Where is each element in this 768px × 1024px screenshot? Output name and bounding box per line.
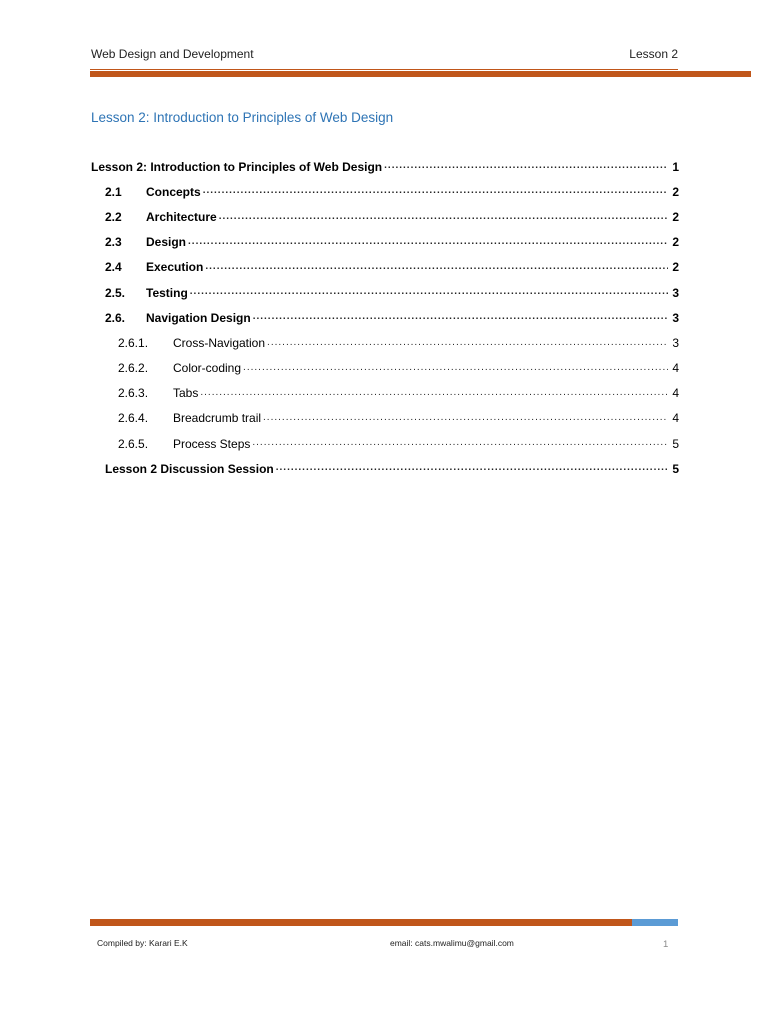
toc-subentry[interactable] (91, 330, 679, 355)
toc-entry[interactable] (91, 280, 679, 305)
toc-entry-number: 2.2 (105, 209, 122, 224)
toc-entry-page: 1 (672, 159, 679, 174)
toc-dot-leader (252, 438, 668, 456)
toc-subentry[interactable] (91, 431, 679, 456)
header-course-title: Web Design and Development (91, 47, 254, 61)
toc-entry-text: Tabs (173, 386, 199, 401)
header-rule-thick (90, 71, 751, 77)
toc-entry-page: 2 (672, 184, 679, 199)
header-rule-thin (90, 69, 678, 70)
toc-entry-number: 2.3 (105, 235, 122, 250)
toc-entry[interactable] (91, 154, 679, 179)
toc-entry-page: 4 (672, 361, 679, 376)
footer-rule-blue (632, 919, 678, 926)
toc-dot-leader (243, 363, 668, 381)
toc-entry-page: 4 (672, 386, 679, 401)
header-lesson-label: Lesson 2 (629, 47, 678, 61)
toc-entry-page: 4 (672, 411, 679, 426)
toc-entry-text: Lesson 2 Discussion Session (105, 461, 274, 476)
toc-entry-number: 2.6.1. (118, 335, 149, 350)
toc-dot-leader (203, 186, 668, 204)
toc-entry-text: Breadcrumb trail (173, 411, 262, 426)
toc-entry-page: 3 (672, 285, 679, 300)
toc-entry-number: 2.6.2. (118, 361, 149, 376)
toc-dot-leader (384, 161, 668, 179)
toc-entry-text: Design (146, 235, 187, 250)
footer-page-number: 1 (663, 939, 669, 950)
toc-entry[interactable] (91, 255, 679, 280)
toc-entry-number: 2.4 (105, 260, 122, 275)
toc-entry-text: Testing (146, 285, 188, 300)
toc-entry-text: Architecture (146, 209, 217, 224)
toc-entry[interactable] (91, 179, 679, 204)
footer-rule-orange (90, 919, 632, 926)
footer-compiled-by: Compiled by: Karari E.K (97, 938, 188, 948)
toc-subentry[interactable] (91, 406, 679, 431)
toc-entry-text: Concepts (146, 184, 201, 199)
toc-dot-leader (200, 388, 668, 406)
toc-entry-page: 2 (672, 209, 679, 224)
toc-entry-page: 5 (672, 461, 679, 476)
toc-dot-leader (190, 287, 668, 305)
toc-entry-page: 5 (672, 436, 679, 451)
toc-entry-text: Process Steps (173, 436, 251, 451)
toc-entry-text: Cross-Navigation (173, 335, 266, 350)
toc-entry[interactable] (91, 305, 679, 330)
toc-entry-number: 2.5. (105, 285, 126, 300)
toc-entry-text: Color-coding (173, 361, 242, 376)
toc-entry-number: 2.6.4. (118, 411, 149, 426)
toc-entry-text: Navigation Design (146, 310, 251, 325)
toc-entry[interactable] (91, 230, 679, 255)
toc-dot-leader (267, 338, 668, 356)
toc-entry-page: 2 (672, 260, 679, 275)
footer-email: email: cats.mwalimu@gmail.com (390, 938, 514, 948)
toc-entry-page: 2 (672, 235, 679, 250)
toc-entry[interactable] (91, 456, 679, 481)
toc-subentry[interactable] (91, 356, 679, 381)
toc-entry-number: 2.6.3. (118, 386, 149, 401)
toc-entry[interactable] (91, 204, 679, 229)
toc-entry-page: 3 (672, 335, 679, 350)
toc-entry-number: 2.1 (105, 184, 122, 199)
toc-dot-leader (188, 237, 668, 255)
toc-entry-text: Execution (146, 260, 204, 275)
toc-entry-number: 2.6.5. (118, 436, 149, 451)
toc-heading: Lesson 2: Introduction to Principles of Web Design (91, 110, 394, 125)
table-of-contents (91, 154, 679, 481)
toc-dot-leader (205, 262, 668, 280)
toc-entry-number: 2.6. (105, 310, 126, 325)
toc-dot-leader (276, 463, 668, 481)
toc-dot-leader (219, 212, 668, 230)
toc-dot-leader (263, 413, 668, 431)
toc-dot-leader (253, 312, 668, 330)
toc-entry-text: Lesson 2: Introduction to Principles of Web Design (91, 159, 383, 174)
toc-entry-page: 3 (672, 310, 679, 325)
toc-subentry[interactable] (91, 381, 679, 406)
